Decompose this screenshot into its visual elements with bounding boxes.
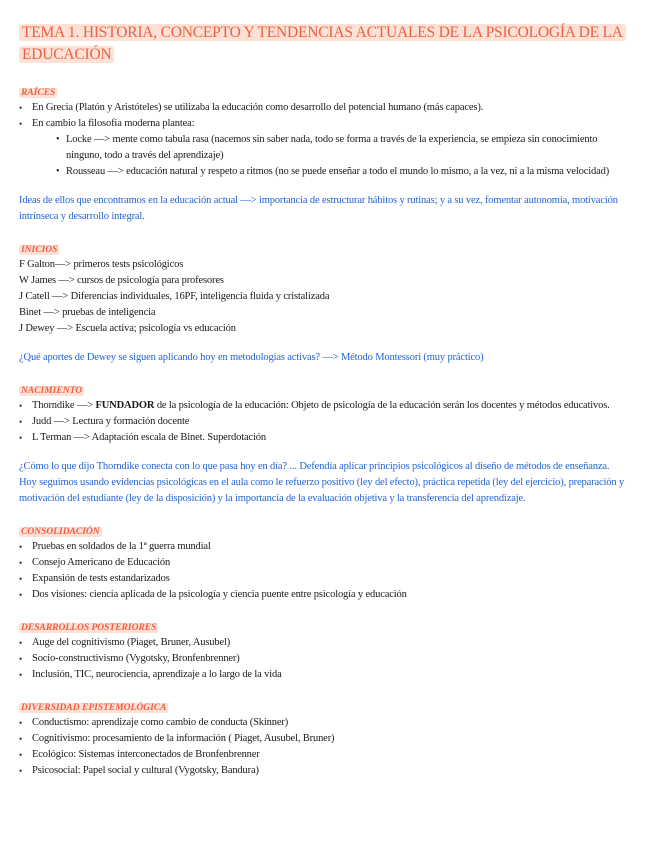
list-item: • Locke —> mente como tabula rasa (nacemos sin saber nada, todo se forma a través de la experiencia, se empieza sin conocimiento ninguno, todo a través del aprendizaje): [56, 132, 629, 164]
bold-fundador: FUNDADOR: [95, 400, 155, 411]
section-heading-consolidacion: CONSOLIDACIÓN: [21, 527, 100, 537]
list-item: • Auge del cognitivismo (Piaget, Bruner, Ausubel): [19, 635, 629, 651]
consolidacion-list: [19, 539, 629, 603]
list-item: • L Terman —> Adaptación escala de Binet. Superdotación: [19, 430, 629, 446]
text-line: J Catell —> Diferencias individuales, 16PF, inteligencia fluida y cristalizada: [19, 291, 330, 302]
list-item: • En cambio la filosofía moderna plantea: • Locke —> mente como tabula rasa (nacemos sin saber nada, todo se forma a través de la experiencia, se empieza sin conocimiento ninguno, todo a través del aprendizaje) • Rousseau —> educación natural y respeto a ritmos (no se puede enseñar a todo el mundo lo mismo, a la vez, ni a la misma velocidad): [19, 116, 629, 180]
list-item: • Inclusión, TIC, neurociencia, aprendizaje a lo largo de la vida: [19, 667, 629, 683]
nacimiento-list: [19, 398, 629, 446]
list-item: • Pruebas en soldados de la 1ª guerra mundial: [19, 539, 629, 555]
section-heading-diversidad: DIVERSIDAD EPISTEMOLÓGICA: [21, 703, 167, 713]
section-heading-raices: RAÍCES: [21, 88, 56, 98]
list-item: • Conductismo: aprendizaje como cambio de conducta (Skinner): [19, 715, 629, 731]
text-line: F Galton—> primeros tests psicológicos: [19, 259, 184, 270]
list-item: • Consejo Americano de Educación: [19, 555, 629, 571]
list-item: • Rousseau —> educación natural y respeto a ritmos (no se puede enseñar a todo el mundo lo mismo, a la vez, ni a la misma velocidad): [56, 164, 629, 180]
list-item: • Expansión de tests estandarizados: [19, 571, 629, 587]
list-item: • Dos visiones: ciencia aplicada de la psicología y ciencia puente entre psicología y educación: [19, 587, 629, 603]
list-item: • Psicosocial: Papel social y cultural (Vygotsky, Bandura): [19, 763, 629, 779]
list-item: • En Grecia (Platón y Aristóteles) se utilizaba la educación como desarrollo del potencial humano (más capaces).: [19, 100, 629, 116]
inicios-note: ¿Qué aportes de Dewey se siguen aplicando hoy en metodologías activas? —> Método Montessori (muy práctico): [19, 352, 484, 363]
section-heading-inicios: INICIOS: [21, 245, 58, 255]
page-title: TEMA 1. HISTORIA, CONCEPTO Y TENDENCIAS ACTUALES DE LA PSICOLOGÍA DE LA EDUCACIÓN: [19, 22, 629, 66]
desarrollos-list: [19, 635, 629, 683]
nacimiento-note: ¿Cómo lo que dijo Thorndike conecta con lo que pasa hoy en día? ... Defendía aplicar principios psicológicos al diseño de métodos de enseñanza. Hoy seguimos usando evidencias psicológicas en el aula como le refuerzo positivo (ley del efecto), práctica repetida (ley del ejercicio), preparación y motivación del estudiante (ley de la disposición) y la importancia de la evaluación objetiva y la transferencia del aprendizaje.: [19, 461, 625, 504]
list-item: • Judd —> Lectura y formación docente: [19, 414, 629, 430]
inicios-lines: [19, 257, 629, 337]
diversidad-list: [19, 715, 629, 779]
text-line: W James —> cursos de psicología para profesores: [19, 275, 224, 286]
section-heading-nacimiento: NACIMIENTO: [21, 386, 83, 396]
list-item: • Thorndike —> FUNDADOR de la psicología de la educación: Objeto de psicología de la educación serán los docentes y métodos educativos.: [19, 398, 629, 414]
section-heading-desarrollos: DESARROLLOS POSTERIORES: [21, 623, 157, 633]
raices-note: Ideas de ellos que encontramos en la educación actual —> importancia de estructurar hábitos y rutinas; y a su vez, fomentar autonomía, motivación intrínseca y desarrollo integral.: [19, 195, 618, 222]
list-item: • Cognitivismo: procesamiento de la información ( Piaget, Ausubel, Bruner): [19, 731, 629, 747]
text-line: Binet —> pruebas de inteligencia: [19, 307, 156, 318]
text-line: J Dewey —> Escuela activa; psicología vs educación: [19, 323, 236, 334]
raices-sublist: [32, 132, 629, 180]
list-item: • Socio-constructivismo (Vygotsky, Bronfenbrenner): [19, 651, 629, 667]
list-item: • Ecológico: Sistemas interconectados de Bronfenbrenner: [19, 747, 629, 763]
raices-list: [19, 100, 629, 180]
